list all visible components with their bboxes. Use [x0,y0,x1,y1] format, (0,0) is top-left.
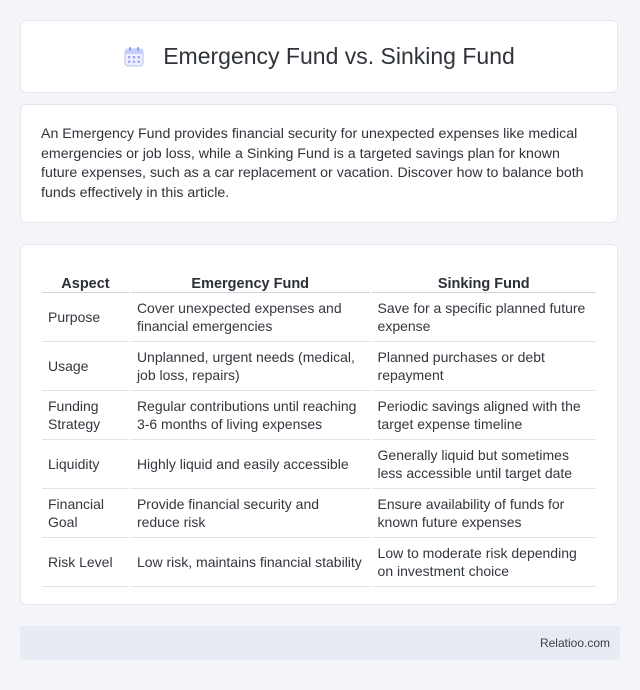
aspect-cell: Liquidity [42,440,129,489]
table-row [42,342,596,391]
aspect-cell: Financial Goal [42,489,129,538]
emergency-fund-cell: Unplanned, urgent needs (medical, job loss, repairs) [131,342,370,391]
sinking-fund-cell: Periodic savings aligned with the target expense timeline [372,391,596,440]
table-row [42,440,596,489]
intro-card [20,104,618,223]
aspect-cell: Funding Strategy [42,391,129,440]
emergency-fund-cell: Provide financial security and reduce risk [131,489,370,538]
sinking-fund-cell: Save for a specific planned future expense [372,293,596,342]
calendar-icon [123,46,145,68]
page-title: Emergency Fund vs. Sinking Fund [163,43,515,69]
sinking-fund-cell: Planned purchases or debt repayment [372,342,596,391]
sinking-fund-cell: Generally liquid but sometimes less accessible until target date [372,440,596,489]
sinking-fund-cell: Low to moderate risk depending on investment choice [372,538,596,587]
title-card [20,20,618,93]
emergency-fund-cell: Regular contributions until reaching 3-6 months of living expenses [131,391,370,440]
table-row [42,391,596,440]
emergency-fund-cell: Cover unexpected expenses and financial emergencies [131,293,370,342]
emergency-fund-cell: Highly liquid and easily accessible [131,440,370,489]
footer-brand[interactable]: Relatioo.com [539,636,610,650]
table-header-row [42,265,596,293]
header-emergency-fund: Emergency Fund [131,265,370,293]
aspect-cell: Purpose [42,293,129,342]
intro-text: An Emergency Fund provides financial security for unexpected expenses like medical emergencies or job loss, while a Sinking Fund is a targeted savings plan for known future expenses, such as a car replacement or vacation. Discover how to balance both funds effectively in this article. [41,126,584,201]
aspect-cell: Usage [42,342,129,391]
footer [20,626,620,660]
table-row [42,538,596,587]
emergency-fund-cell: Low risk, maintains financial stability [131,538,370,587]
aspect-cell: Risk Level [42,538,129,587]
table-row [42,293,596,342]
sinking-fund-cell: Ensure availability of funds for known future expenses [372,489,596,538]
table-row [42,489,596,538]
header-sinking-fund: Sinking Fund [372,265,596,293]
header-aspect: Aspect [42,265,129,293]
comparison-table [40,265,598,587]
comparison-card [20,244,618,605]
